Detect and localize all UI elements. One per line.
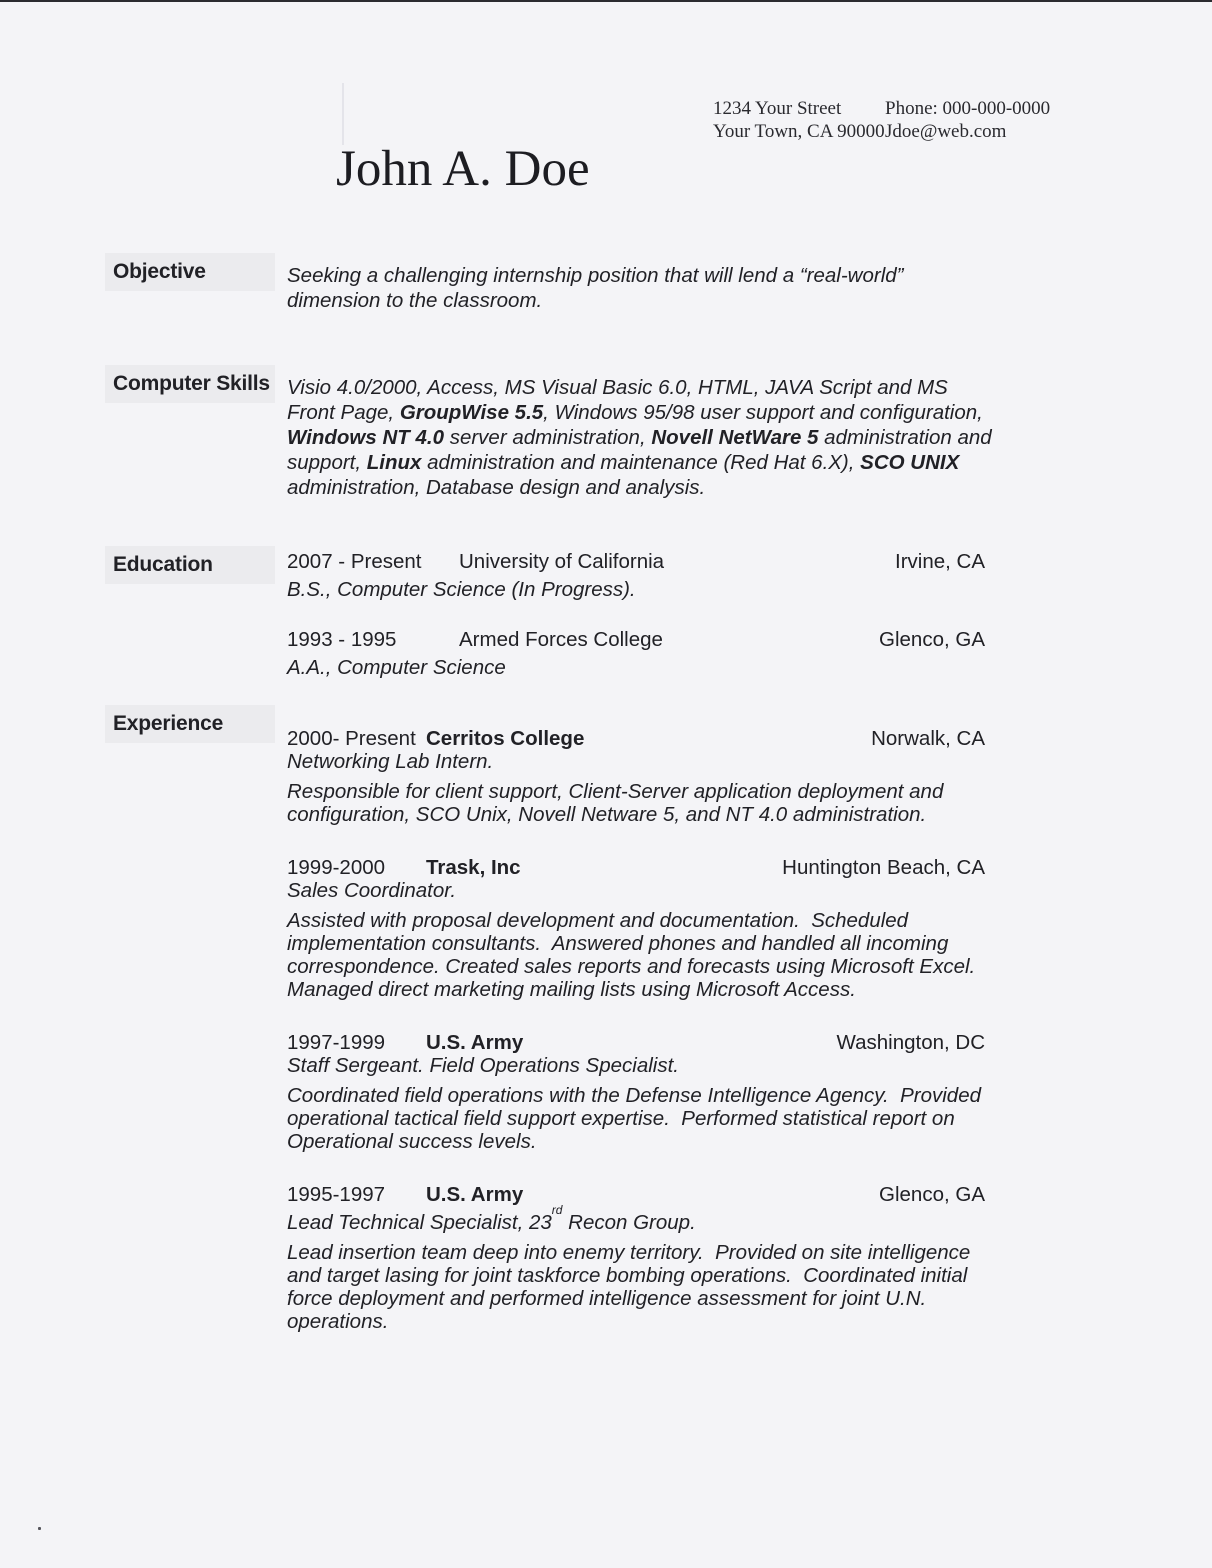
experience-title: Sales Coordinator. xyxy=(287,879,457,902)
experience-company: Trask, Inc xyxy=(426,856,521,879)
contact-phone-email-block xyxy=(885,97,1050,143)
skills-segment: , Windows 95/98 user support and configuration, xyxy=(543,401,989,424)
experience-dates: 1999-2000 xyxy=(287,856,386,879)
text-cursor-artifact xyxy=(342,83,344,145)
section-label-computer-skills xyxy=(105,365,275,403)
experience-description: Coordinated field operations with the Defense Intelligence Agency. Provided operational tactical field support expertise. Performed statistical report on Operational success levels. xyxy=(287,1084,987,1153)
skills-segment: Visio 4.0/2000, Access, MS Visual Basic 6.0, HTML, JAVA Script and MS Front Page, xyxy=(287,376,954,424)
experience-entry-header xyxy=(287,727,985,750)
experience-entry xyxy=(287,727,999,826)
experience-description: Responsible for client support, Client-Server application deployment and configuration, SCO Unix, Novell Netware 5, and NT 4.0 administration. xyxy=(287,780,950,826)
section-label-education xyxy=(105,546,275,584)
person-name: John A. Doe xyxy=(336,141,590,197)
ordinal-superscript: rd xyxy=(551,1203,563,1217)
skills-segment: GroupWise 5.5 xyxy=(399,401,544,424)
experience-description: Assisted with proposal development and documentation. Scheduled implementation consultants. Answered phones and handled all incoming correspondence. Created sales reports and forecasts using Microsoft Excel. Managed direct marketing mailing lists using Microsoft Access. xyxy=(287,909,981,1001)
experience-company: U.S. Army xyxy=(426,1183,524,1206)
address-line-2: Your Town, CA 90000 xyxy=(713,121,885,142)
computer-skills-content xyxy=(287,375,999,500)
experience-entry-header xyxy=(287,1031,985,1054)
skills-segment: SCO UNIX xyxy=(860,451,960,474)
phone-line: Phone: 000-000-0000 xyxy=(885,98,1051,119)
education-school: Armed Forces College xyxy=(459,628,663,651)
experience-title xyxy=(287,1203,999,1234)
top-edge-bar xyxy=(0,0,1212,2)
experience-entry-header xyxy=(287,856,985,879)
skills-segment: Novell NetWare 5 xyxy=(651,426,819,449)
experience-location: Washington, DC xyxy=(836,1031,985,1054)
education-location: Glenco, GA xyxy=(879,628,985,651)
address-line-1: 1234 Your Street xyxy=(713,98,842,119)
section-label-text: Objective xyxy=(113,260,206,283)
skills-segment: administration and maintenance (Red Hat 6.X), xyxy=(421,451,861,474)
education-entry xyxy=(287,626,999,682)
contact-address-block xyxy=(713,97,885,143)
objective-content xyxy=(287,263,999,313)
experience-dates: 2000- Present xyxy=(287,727,416,750)
section-label-text: Education xyxy=(113,553,213,576)
experience-location: Norwalk, CA xyxy=(871,727,985,750)
experience-dates: 1995-1997 xyxy=(287,1183,386,1206)
experience-title-text: Lead Technical Specialist, 23 xyxy=(287,1210,552,1234)
experience-company: U.S. Army xyxy=(426,1031,524,1054)
objective-text: Seeking a challenging internship position that will lend a “real-world” dimension to the classroom. xyxy=(287,264,910,312)
email-line: Jdoe@web.com xyxy=(885,121,1007,142)
section-label-text: Experience xyxy=(113,712,224,735)
experience-company: Cerritos College xyxy=(426,727,585,750)
experience-dates: 1997-1999 xyxy=(287,1031,386,1054)
skills-segment: Windows NT 4.0 xyxy=(287,426,444,449)
experience-description: Lead insertion team deep into enemy territory. Provided on site intelligence and target lasing for joint taskforce bombing operations. Coordinated initial force deployment and performed intelligence assessment for joint U.N. operations. xyxy=(287,1240,977,1333)
experience-content xyxy=(287,727,999,1363)
experience-title: Networking Lab Intern. xyxy=(287,750,494,773)
education-location: Irvine, CA xyxy=(895,550,985,573)
computer-skills-text xyxy=(287,375,999,500)
experience-location: Glenco, GA xyxy=(879,1183,985,1206)
skills-segment: server administration, xyxy=(444,426,652,449)
experience-title: Staff Sergeant. Field Operations Specialist. xyxy=(287,1054,679,1077)
education-entry xyxy=(287,548,999,604)
education-dates: 1993 - 1995 xyxy=(287,628,397,651)
section-label-text: Computer Skills xyxy=(113,372,270,395)
education-school: University of California xyxy=(459,550,665,573)
section-label-experience xyxy=(105,705,275,743)
education-degree: A.A., Computer Science xyxy=(287,656,506,679)
experience-location: Huntington Beach, CA xyxy=(782,856,985,879)
skills-segment: Linux xyxy=(366,451,422,474)
education-content xyxy=(287,548,999,682)
experience-title-text: Recon Group. xyxy=(562,1210,696,1234)
education-entry-header xyxy=(287,548,985,576)
experience-entry xyxy=(287,1183,999,1333)
experience-entry xyxy=(287,856,999,1001)
education-dates: 2007 - Present xyxy=(287,550,422,573)
section-label-objective xyxy=(105,253,275,291)
experience-entry xyxy=(287,1031,999,1153)
education-degree: B.S., Computer Science (In Progress). xyxy=(287,578,636,601)
skills-segment: administration and support, xyxy=(287,426,998,474)
skills-segment: administration, Database design and analysis. xyxy=(287,451,965,499)
experience-entry-header xyxy=(287,1183,985,1206)
education-entry-header xyxy=(287,626,985,654)
scan-artifact-dot xyxy=(38,1527,41,1530)
